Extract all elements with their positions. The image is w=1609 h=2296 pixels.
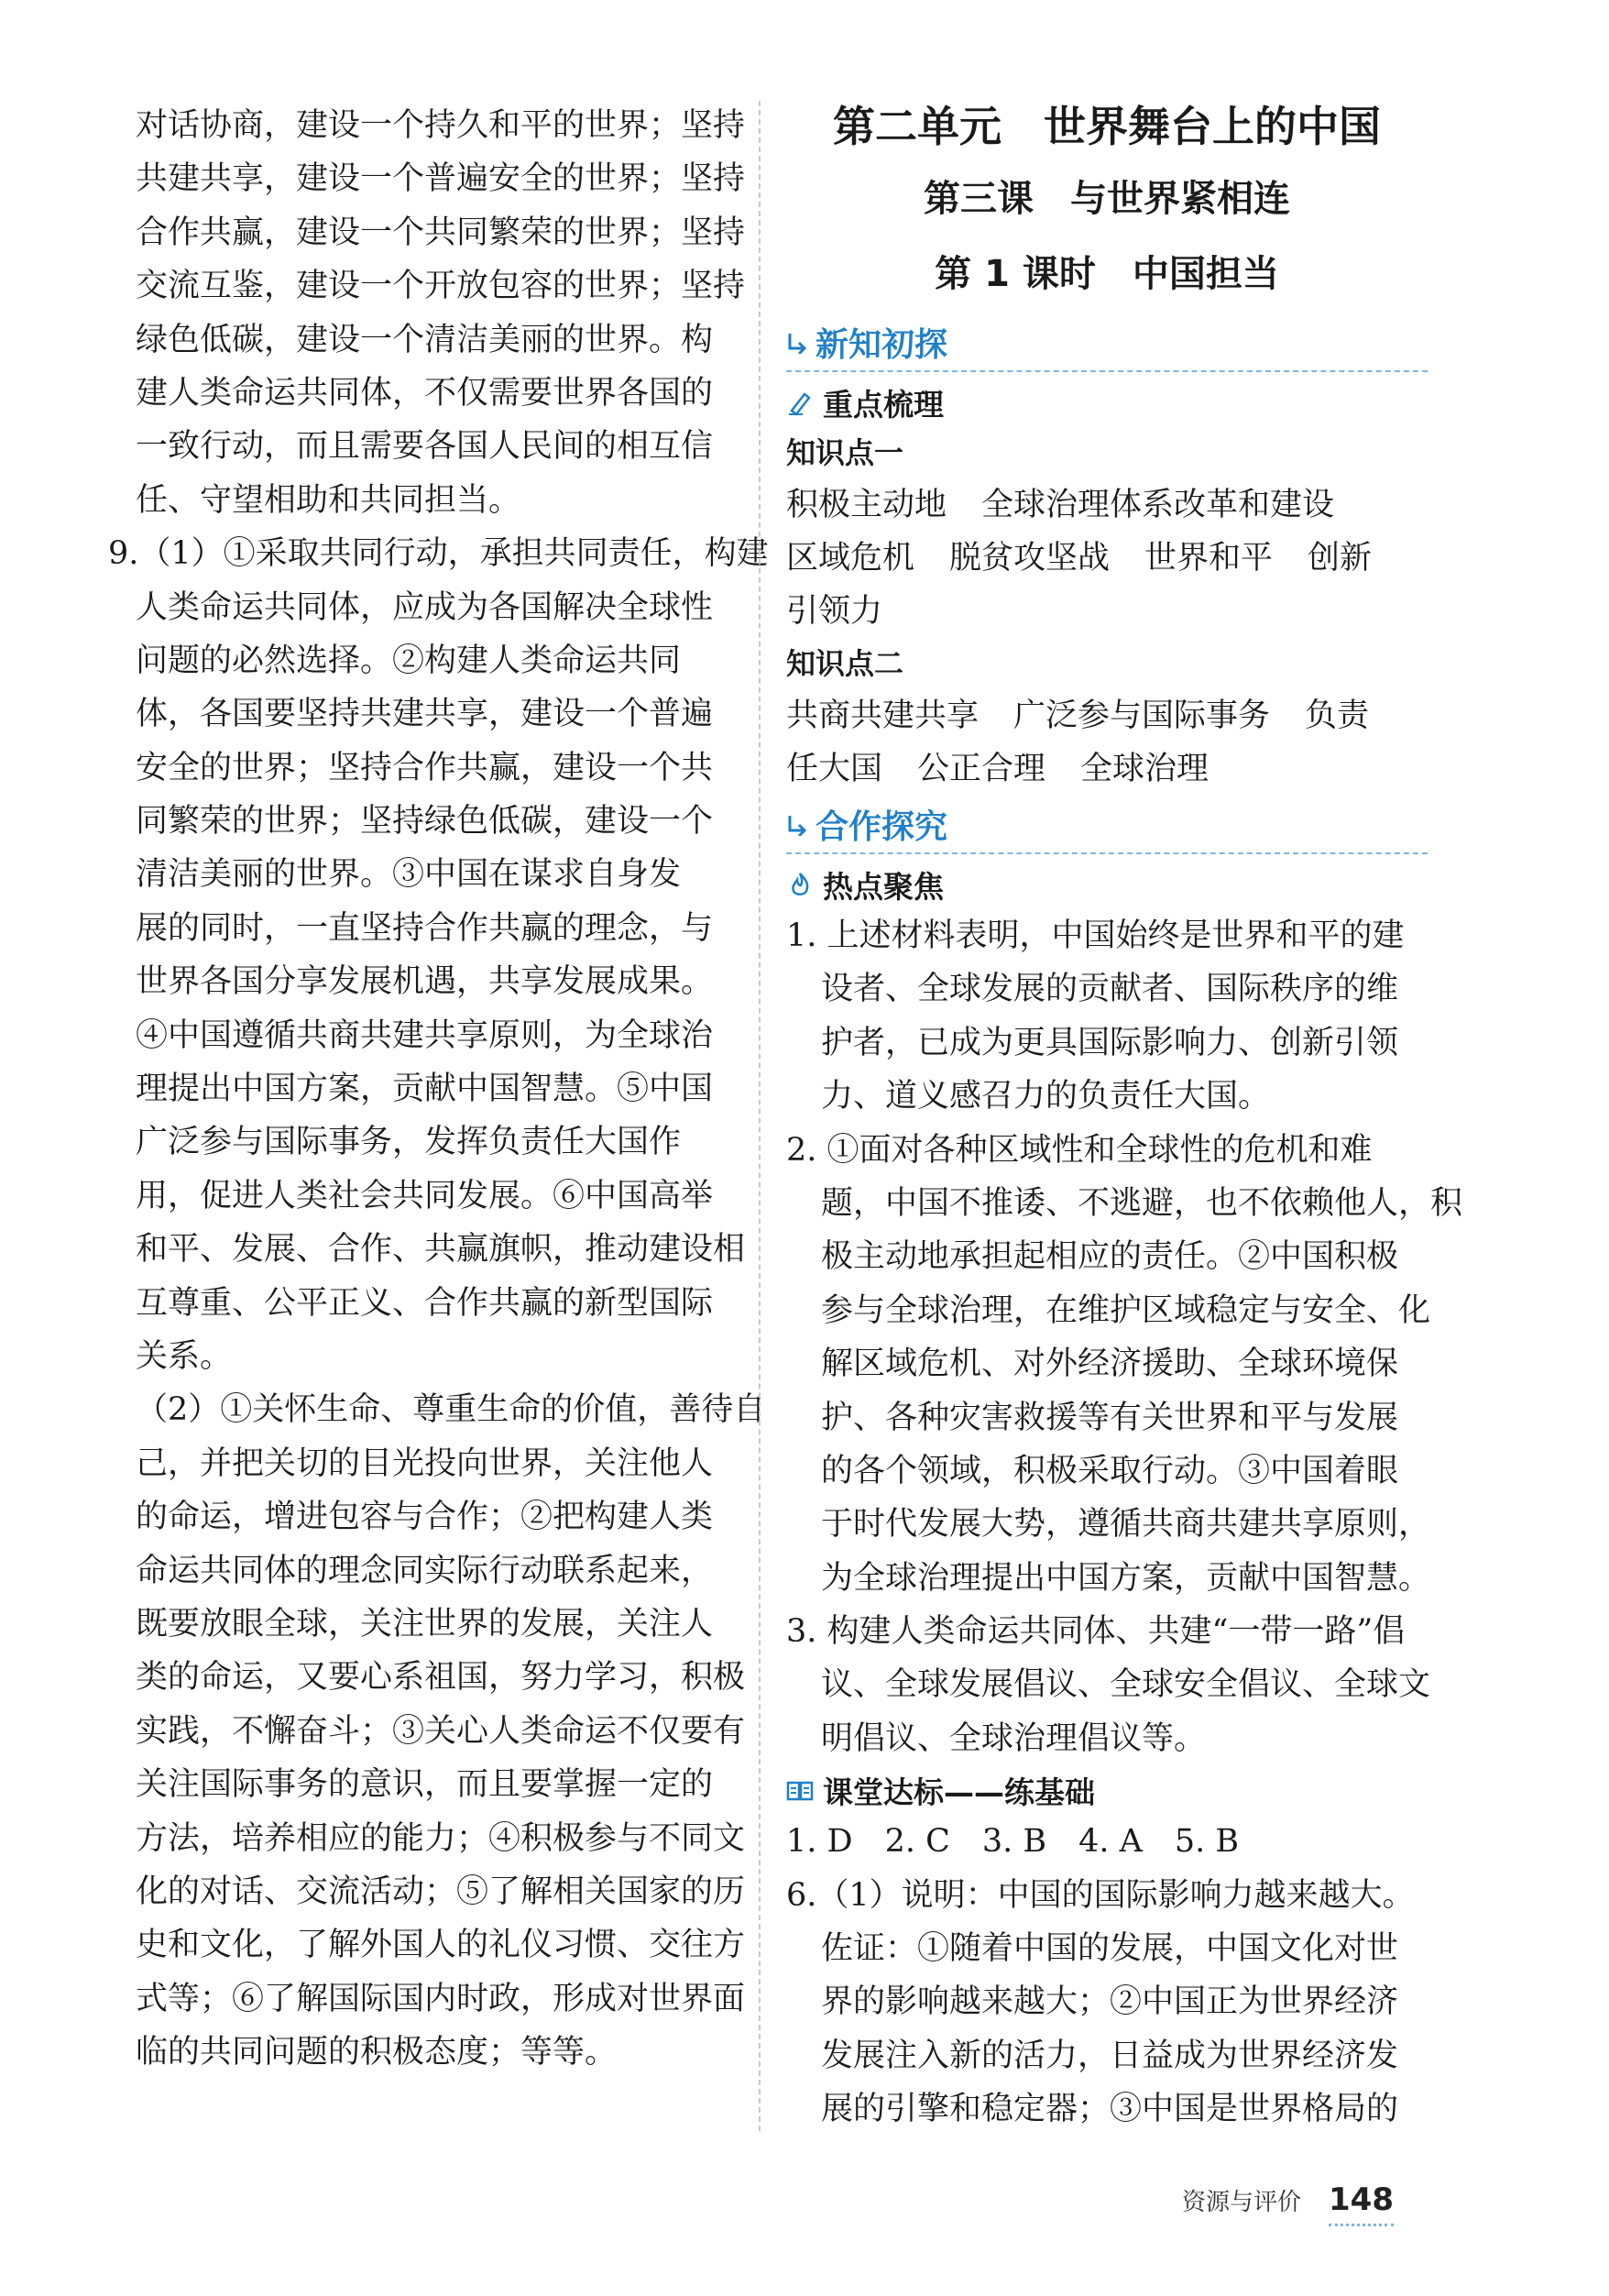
text-line: 1. 上述材料表明，中国始终是世界和平的建: [786, 917, 1405, 954]
text-line: 安全的世界；坚持合作共赢，建设一个共: [136, 749, 714, 786]
text-line: 化的对话、交流活动；⑤了解相关国家的历: [136, 1873, 746, 1910]
text-line: 2. ①面对各种区域性和全球性的危机和难: [786, 1131, 1373, 1169]
section-arrow-icon: [786, 812, 810, 836]
unit-title: 第二单元 世界舞台上的中国: [833, 102, 1381, 151]
subsection-label: 重点梳理: [823, 386, 944, 423]
term: 任大国: [786, 751, 883, 787]
text-line: 合作共赢，建设一个共同繁荣的世界；坚持: [136, 214, 746, 251]
section-label: 新知初探: [815, 325, 948, 364]
pencil-icon: [786, 389, 814, 416]
text-line: 题，中国不推诿、不逃避，也不依赖他人，积: [821, 1184, 1463, 1222]
text-line: 共建共享，建设一个普遍安全的世界；坚持: [136, 160, 746, 198]
section-header-cooperative-inquiry: [786, 796, 1428, 854]
term: 全球治理: [1080, 751, 1209, 787]
text-line: 3. 构建人类命运共同体、共建“一带一路”倡: [786, 1613, 1406, 1651]
subsection-key-points: [786, 378, 1428, 427]
text-line: 体，各国要坚持共建共享，建设一个普遍: [136, 696, 714, 733]
subsection-label: 热点聚焦: [823, 868, 944, 905]
text-line: 世界各国分享发展机遇，共享发展成果。: [136, 963, 714, 1001]
term: 公正合理: [917, 751, 1046, 787]
text-line: 力、道义感召力的负责任大国。: [821, 1078, 1271, 1115]
text-line: 参与全球治理，在维护区域稳定与安全、化: [821, 1291, 1431, 1329]
text-line: 同繁荣的世界；坚持绿色低碳，建设一个: [136, 803, 714, 840]
text-line: 护者，已成为更具国际影响力、创新引领: [821, 1024, 1399, 1061]
text-line: 和平、发展、合作、共赢旗帜，推动建设相: [136, 1231, 746, 1269]
section-label: 合作探究: [815, 807, 948, 846]
column-divider: [759, 101, 761, 2131]
term: 世界和平: [1144, 540, 1274, 577]
text-line: 解区域危机、对外经济援助、全球环境保: [821, 1346, 1399, 1383]
text-line: 既要放眼全球，关注世界的发展，关注人: [136, 1605, 714, 1642]
page-footer: [1182, 2181, 1394, 2226]
text-line: 命运共同体的理念同实际行动联系起来，: [136, 1552, 714, 1589]
text-line: 问题的必然选择。②构建人类命运共同: [136, 642, 682, 679]
text-line: 关注国际事务的意识，而且要掌握一定的: [136, 1766, 714, 1804]
text-line: 式等；⑥了解国际国内时政，形成对世界面: [136, 1980, 746, 2017]
text-line: 的各个领域，积极采取行动。③中国着眼: [821, 1452, 1399, 1489]
text-line: 极主动地承担起相应的责任。②中国积极: [821, 1238, 1399, 1276]
lesson-title: 第三课 与世界紧相连: [924, 178, 1290, 220]
term: 引领力: [786, 593, 883, 630]
text-line: 实践，不懈奋斗；③关心人类命运不仅要有: [136, 1712, 746, 1750]
text-line: 6.（1）说明：中国的国际影响力越来越大。: [786, 1876, 1415, 1914]
text-line: 护、各种灾害救援等有关世界和平与发展: [821, 1399, 1399, 1436]
term: 创新: [1308, 540, 1373, 577]
page-number: 148: [1329, 2181, 1394, 2226]
text-line: 为全球治理提出中国方案，贡献中国智慧。: [821, 1559, 1431, 1597]
text-line: 广泛参与国际事务，发挥负责任大国作: [136, 1124, 682, 1161]
right-column: [786, 99, 1463, 2137]
knowledge-point-1-terms: [786, 478, 1428, 638]
period-title: 第 1 课时 中国担当: [935, 253, 1279, 295]
text-line: 理提出中国方案，贡献中国智慧。⑤中国: [136, 1071, 714, 1108]
footer-label: 资源与评价: [1182, 2189, 1302, 2216]
text-line: 己，并把关切的目光投向世界，关注他人: [136, 1445, 714, 1482]
term: 脱贫攻坚战: [949, 540, 1111, 577]
flame-icon: [786, 871, 814, 898]
text-line: 方法，培养相应的能力；④积极参与不同文: [136, 1819, 746, 1857]
text-line: 展的同时，一直坚持合作共赢的理念，与: [136, 909, 714, 947]
term: 共商共建共享: [786, 698, 980, 734]
text-line: 对话协商，建设一个持久和平的世界；坚持: [136, 107, 746, 144]
text-line: 互尊重、公平正义、合作共赢的新型国际: [136, 1284, 714, 1322]
answer-9-start: 9.（1）①采取共同行动，承担共同责任，构建: [108, 535, 769, 573]
text-line: 类的命运，又要心系祖国，努力学习，积极: [136, 1659, 746, 1697]
text-line: 佐证：①随着中国的发展，中国文化对世: [821, 1930, 1399, 1968]
text-line: 任、守望相助和共同担当。: [136, 481, 521, 519]
book-icon: [786, 1776, 814, 1804]
text-line: 明倡议、全球治理倡议等。: [821, 1719, 1207, 1757]
text-line: 界的影响越来越大；②中国正为世界经济: [821, 1983, 1399, 2021]
text-line: 一致行动，而且需要各国人民间的相互信: [136, 428, 714, 466]
text-line: 清洁美丽的世界。③中国在谋求自身发: [136, 856, 682, 894]
text-line: 展的引擎和稳定器；③中国是世界格局的: [821, 2091, 1399, 2128]
subsection-classroom-practice: [786, 1765, 1428, 1815]
text-line: 关系。: [136, 1337, 233, 1375]
term: 全球治理体系改革和建设: [981, 487, 1335, 523]
subsection-label: 课堂达标——练基础: [823, 1774, 1095, 1810]
term: 广泛参与国际事务: [1013, 698, 1271, 734]
answer-key: 1. D 2. C 3. B 4. A 5. B: [786, 1823, 1240, 1861]
section-arrow-icon: [786, 330, 810, 354]
subsection-hot-topics: [786, 860, 1428, 909]
knowledge-point-2-label: 知识点二: [786, 646, 904, 681]
section-header-new-knowledge: [786, 313, 1428, 372]
text-line: 发展注入新的活力，日益成为世界经济发: [821, 2037, 1399, 2074]
text-line: 人类命运共同体，应成为各国解决全球性: [136, 588, 714, 626]
text-line: 绿色低碳，建设一个清洁美丽的世界。构: [136, 321, 714, 358]
text-line: ④中国遵循共商共建共享原则，为全球治: [136, 1016, 714, 1054]
text-line: （2）①关怀生命、尊重生命的价值，善待自: [136, 1391, 766, 1429]
text-line: 议、全球发展倡议、全球安全倡议、全球文: [821, 1666, 1431, 1704]
text-line: 的命运，增进包容与合作；②把构建人类: [136, 1499, 714, 1536]
knowledge-point-2-terms: [786, 689, 1428, 796]
left-column: [108, 99, 769, 2079]
text-line: 建人类命运共同体，不仅需要世界各国的: [136, 374, 714, 412]
term: 区域危机: [786, 540, 915, 577]
text-line: 交流互鉴，建设一个开放包容的世界；坚持: [136, 268, 746, 305]
text-line: 用，促进人类社会共同发展。⑥中国高举: [136, 1177, 714, 1214]
text-line: 史和文化，了解外国人的礼仪习惯、交往方: [136, 1927, 746, 1964]
text-line: 于时代发展大势，遵循共商共建共享原则，: [821, 1506, 1431, 1543]
term: 负责: [1305, 698, 1370, 734]
knowledge-point-1-label: 知识点一: [786, 435, 904, 470]
text-line: 设者、全球发展的贡献者、国际秩序的维: [821, 971, 1399, 1008]
term: 积极主动地: [786, 487, 947, 523]
text-line: 临的共同问题的积极态度；等等。: [136, 2034, 618, 2071]
